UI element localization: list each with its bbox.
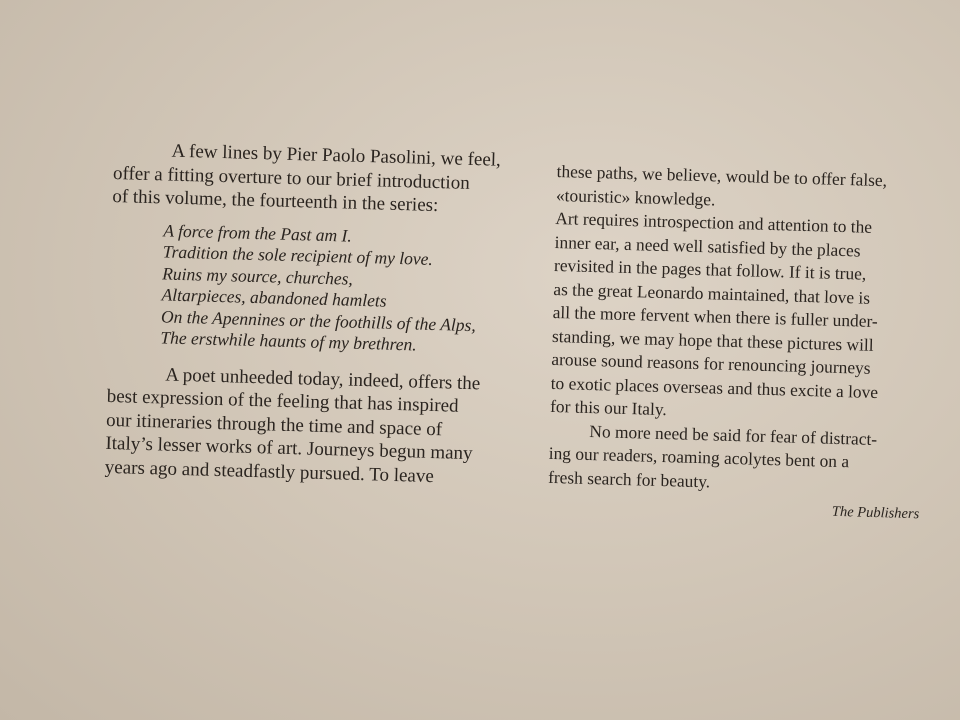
poem-line: Ruins my source, churches, [161,262,354,289]
art-line: to exotic places overseas and thus excite a love [550,372,879,402]
right-column [547,160,929,527]
art-line: revisited in the pages that follow. If it is true, [553,254,867,284]
para-line: years ago and steadfastly pursued. To leave [104,456,435,487]
art-line: for this our Italy. [549,395,668,420]
closing-line: No more need be said for fear of distract- [589,420,878,449]
poem-line: Altarpieces, abandoned hamlets [161,284,387,311]
intro-line: of this volume, the fourteenth in the series: [112,185,439,217]
poet-paragraph [104,361,527,490]
art-line: standing, we may hope that these pictures will [551,325,874,355]
art-paragraph [550,207,928,429]
closing-line: ing our readers, roaming acolytes bent on a [548,442,850,472]
art-line: arouse sound reasons for renouncing journeys [551,348,871,378]
left-column [104,138,533,491]
cont-line: «touristic» knowledge. [555,184,716,209]
intro-paragraph [112,138,534,220]
intro-line: offer a fitting overture to our brief introduction [112,162,471,194]
intro-line: A few lines by Pier Paolo Pasolini, we feel, [171,140,502,171]
para-line: Italy’s lesser works of art. Journeys begun many [105,432,473,465]
para-line: our itineraries through the time and space of [105,409,443,440]
art-line: as the great Leonardo maintained, that love is [553,278,871,308]
para-line: A poet unheeded today, indeed, offers the [165,364,481,394]
closing-line: fresh search for beauty. [547,466,711,491]
art-line: inner ear, a need well satisfied by the places [554,231,861,261]
art-line: Art requires introspection and attention to the [555,207,873,237]
poem-line: A force from the Past am I. [163,219,353,246]
poem-quote [160,220,531,359]
para-line: best expression of the feeling that has inspired [106,385,459,417]
poem-line: On the Apennines or the foothills of the Alps, [160,305,477,335]
poem-line: The erstwhile haunts of my brethren. [160,327,417,355]
cont-line: these paths, we believe, would be to offer false, [556,160,888,191]
closing-paragraph [548,418,922,499]
poem-line: Tradition the sole recipient of my love. [162,241,434,269]
publisher-signature: The Publishers [831,503,920,523]
art-line: all the more fervent when there is fuller under- [552,301,879,332]
